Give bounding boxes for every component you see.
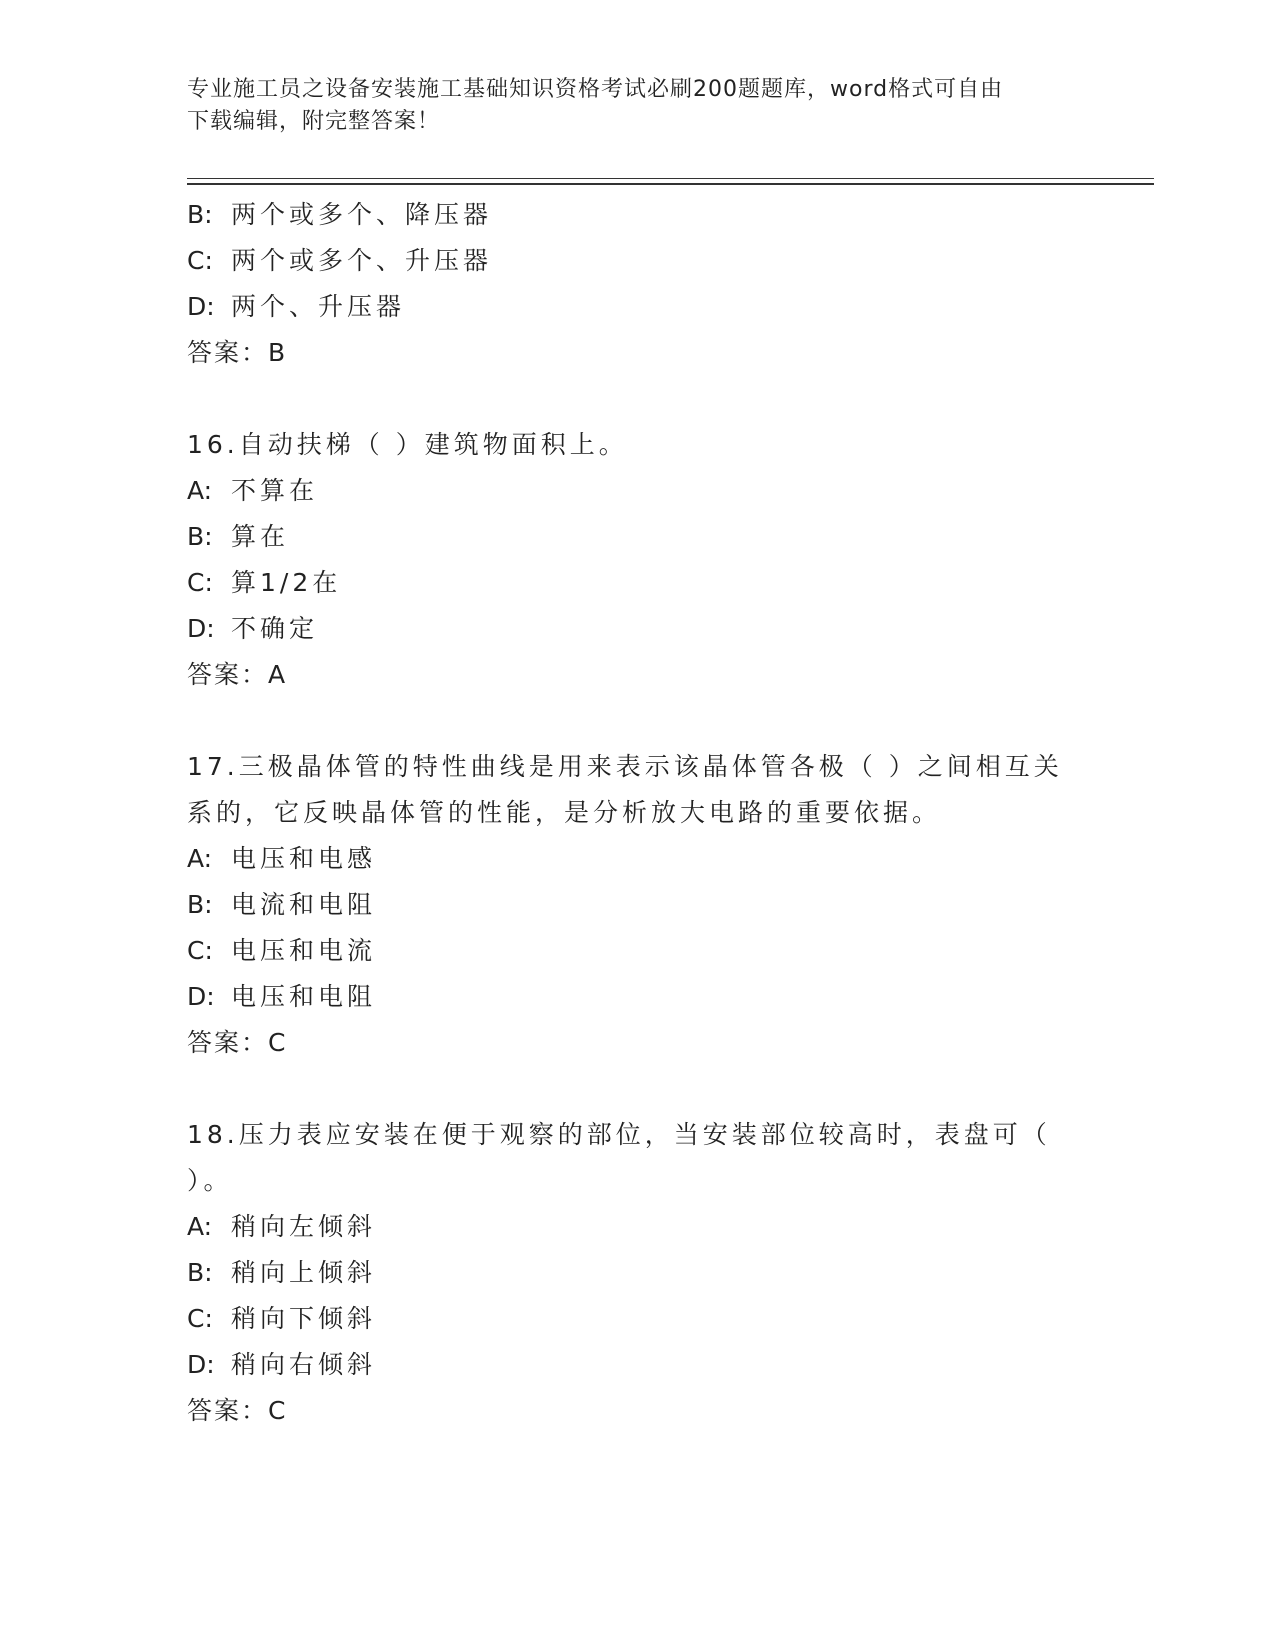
option-text: 不确定 bbox=[231, 614, 319, 643]
option-text: 电流和电阻 bbox=[231, 890, 377, 919]
partial-question bbox=[187, 192, 1067, 376]
question-text-line-1: 17.三极晶体管的特性曲线是用来表示该晶体管各极（ ）之间相互关 bbox=[187, 752, 1063, 781]
option-text: 电压和电流 bbox=[231, 936, 377, 965]
question-text-line-1: 18.压力表应安装在便于观察的部位，当安装部位较高时，表盘可（ bbox=[187, 1120, 1051, 1149]
option-text: 稍向左倾斜 bbox=[231, 1212, 377, 1241]
option-letter: D: bbox=[187, 614, 215, 643]
option-d bbox=[187, 1342, 1067, 1388]
option-b bbox=[187, 514, 1067, 560]
header-divider-thin bbox=[187, 178, 1154, 179]
option-a bbox=[187, 836, 1067, 882]
option-text: 电压和电阻 bbox=[231, 982, 377, 1011]
option-text: 两个或多个、降压器 bbox=[231, 200, 493, 229]
question-16 bbox=[187, 422, 1067, 698]
header-divider-thick bbox=[187, 183, 1154, 185]
option-a bbox=[187, 468, 1067, 514]
spacer bbox=[187, 1066, 1067, 1112]
option-letter: C: bbox=[187, 1304, 213, 1333]
option-text: 稍向右倾斜 bbox=[231, 1350, 377, 1379]
option-text: 不算在 bbox=[231, 476, 319, 505]
option-b bbox=[187, 1250, 1067, 1296]
spacer bbox=[187, 698, 1067, 744]
option-c bbox=[187, 1296, 1067, 1342]
question-text: 16.自动扶梯（ ）建筑物面积上。 bbox=[187, 430, 628, 459]
answer: 答案：B bbox=[187, 338, 288, 367]
option-letter: A: bbox=[187, 844, 213, 873]
answer: 答案：C bbox=[187, 1396, 288, 1425]
option-letter: C: bbox=[187, 936, 213, 965]
option-c bbox=[187, 560, 1067, 606]
question-17 bbox=[187, 744, 1067, 1066]
option-text: 电压和电感 bbox=[231, 844, 377, 873]
question-18 bbox=[187, 1112, 1067, 1434]
option-d bbox=[187, 606, 1067, 652]
option-d bbox=[187, 974, 1067, 1020]
answer: 答案：A bbox=[187, 660, 288, 689]
answer: 答案：C bbox=[187, 1028, 288, 1057]
option-letter: C: bbox=[187, 568, 213, 597]
option-b bbox=[187, 192, 1067, 238]
option-text: 算在 bbox=[231, 522, 290, 551]
spacer bbox=[187, 376, 1067, 422]
option-d bbox=[187, 284, 1067, 330]
option-b bbox=[187, 882, 1067, 928]
option-letter: A: bbox=[187, 476, 213, 505]
option-letter: B: bbox=[187, 890, 213, 919]
option-letter: C: bbox=[187, 246, 213, 275]
option-text: 两个、升压器 bbox=[231, 292, 406, 321]
question-list bbox=[187, 192, 1067, 1434]
option-text: 两个或多个、升压器 bbox=[231, 246, 493, 275]
header-line-1: 专业施工员之设备安装施工基础知识资格考试必刷200题题库，word格式可自由 bbox=[187, 77, 1004, 102]
question-text-line-2: 系的，它反映晶体管的性能，是分析放大电路的重要依据。 bbox=[187, 798, 942, 827]
option-letter: D: bbox=[187, 292, 215, 321]
option-text: 算1/2在 bbox=[231, 568, 342, 597]
option-text: 稍向下倾斜 bbox=[231, 1304, 377, 1333]
option-c bbox=[187, 238, 1067, 284]
option-text: 稍向上倾斜 bbox=[231, 1258, 377, 1287]
option-letter: B: bbox=[187, 1258, 213, 1287]
option-letter: B: bbox=[187, 522, 213, 551]
option-letter: B: bbox=[187, 200, 213, 229]
header-line-2: 下载编辑，附完整答案！ bbox=[187, 109, 441, 134]
question-text-line-2: ）。 bbox=[187, 1166, 233, 1195]
option-letter: D: bbox=[187, 982, 215, 1011]
option-letter: D: bbox=[187, 1350, 215, 1379]
option-a bbox=[187, 1204, 1067, 1250]
option-letter: A: bbox=[187, 1212, 213, 1241]
option-c bbox=[187, 928, 1067, 974]
document-header bbox=[187, 74, 1087, 138]
